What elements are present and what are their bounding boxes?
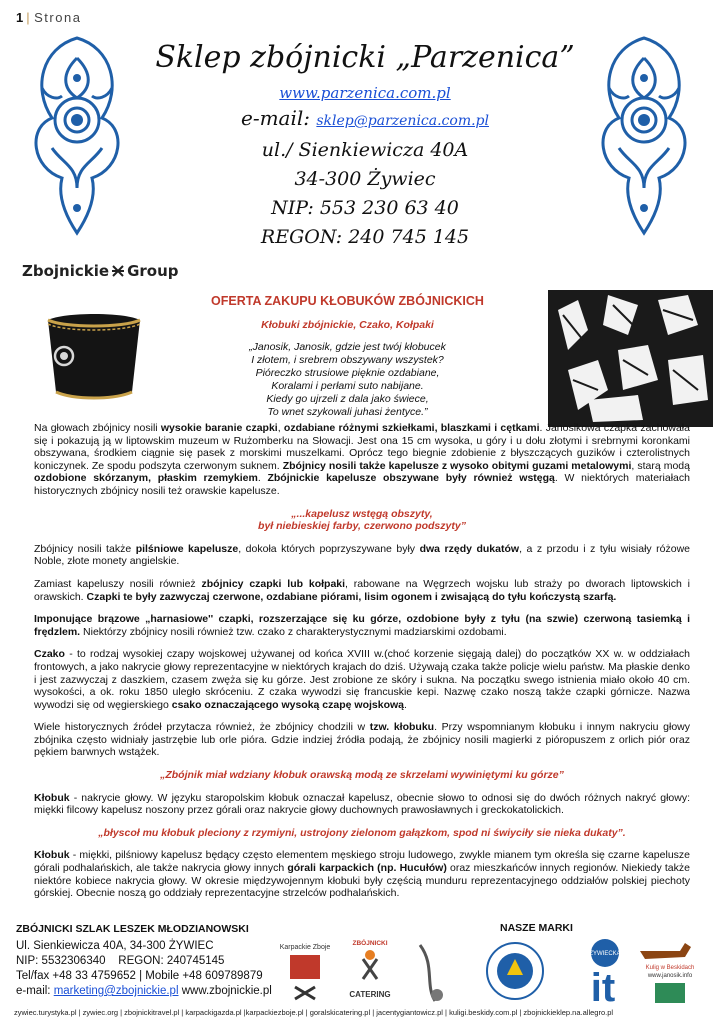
company-name: ZBÓJNICKI SZLAK LESZEK MŁODZIANOWSKI xyxy=(16,923,249,935)
svg-text:ŻYWIECKA: ŻYWIECKA xyxy=(589,951,621,957)
parzenica-ornament-right xyxy=(589,28,699,238)
company-contact: e-mail: marketing@zbojnickie.pl www.zbojnickie.pl xyxy=(16,985,272,997)
shop-title: Sklep zbójnicki „Parzenica” xyxy=(155,40,575,75)
karpackie-zboje-logo xyxy=(280,944,331,999)
poem: „Janosik, Janosik, gdzie jest twój kłobucek I złotem, i srebrem obszywany wszystek? Pióreczko strusiowe pięknie ozdabiane, Koralami i perłami suto nabijane. Kiedy go ujrzeli z dala jako świece, To wnet szykowali juhasi żentyce.” xyxy=(249,341,446,418)
svg-text:ZBÓJNICKI: ZBÓJNICKI xyxy=(352,940,388,947)
nip-number: NIP: 553 230 63 40 xyxy=(271,197,459,219)
article-body xyxy=(34,422,690,910)
zbojnickie-group-logo: Zbojnickie Group xyxy=(22,262,179,280)
shop-header xyxy=(150,40,580,252)
paragraph-6: Wiele historycznych źródeł przytacza również, że zbójnicy chodzili w tzw. kłobuku. Przy wspomnianym kłobuku i innym nakryciu głowy zbójnika często widniały jastrzębie lub orle pióra. Gdzie indziej źródła podają, że zbójnicy nosili magierki z pióropuszem z orlich piór oraz pękiem barwnych wstążek. xyxy=(34,721,690,759)
svg-text:Kulig w Beskidach: Kulig w Beskidach xyxy=(645,965,695,971)
svg-text:Karpackie Zboje: Karpackie Zboje xyxy=(279,944,331,951)
quote-2: „Zbójnik miał wdziany kłobuk orawską modą ze skrzelami wywiniętymi ku górze” xyxy=(160,769,564,782)
email-line: e-mail: sklep@parzenica.com.pl xyxy=(241,106,489,130)
paragraph-4: Imponujące brązowe „harnasiowe'' czapki, rozszerzające się ku górze, ozdobione były z tyłu (na szwie) czerwoną tasiemką i frędzlem. Niektórzy zbójnicy nosili również tzw. czako z charakterystycznymi madziarskimi ozdobami. xyxy=(34,613,690,638)
city-address: 34-300 Żywiec xyxy=(294,168,436,190)
paragraph-8: Kłobuk - miękki, pilśniowy kapelusz będący często elementem męskiego stroju ludowego, zwykle mianem tym określa się czarne kapelusze górali podhalańskich, ale także nakrycia głowy innych górali karpackich (np. Hucułów) oraz mieszkańców innych regionów. Niekiedy także niektóre kobiece nakrycia głowy. W okresie międzywojennym kłobuki były częścią munduru reprezentacyjnego oddziałów polskiej piechoty górskiej. Obecnie noszą go oddziały reprezentacyjne strzelców podhalańskich. xyxy=(34,849,690,900)
brands-title: NASZE MARKI xyxy=(500,922,573,934)
svg-text:www.janosik.info: www.janosik.info xyxy=(647,973,693,979)
paragraph-7: Kłobuk - nakrycie głowy. W języku staropolskim kłobuk oznaczał kapelusz, obecnie słowo to odnosi się do dwóch różnych nakryć głowy: miękki filcowy kapelusz noszony przez górali oraz nakrycie głowy duchownych prawosławnych i greckokatolickich. xyxy=(34,791,690,817)
parzenica-ornament-left xyxy=(22,28,132,238)
paragraph-5: Czako - to rodzaj wysokiej czapy wojskowej używanej od końca XVIII w.(choć korzenie sięgają dalej) do początków XX w. w oddziałach frontowych, a jako nakrycie głowy reprezentacyjne w niektórych krajach do dziś. Używają czaka także policje wielu państw. Ma płaskie denko i jest zazwyczaj z daszkiem, czasem zwęża się ku górze. Jest zrobione ze skóry i sukna. Na początku swego istnienia miało około 40 cm. wysokości, a ok. roku 1850 uległo skróceniu. Z czaka wywodzi się francuskie kepi. Nazwę czako noszą także czapki górnicze. Nazwa wywodzi się od węgierskiego csako oznaczającego wysoką czapę wojskową. xyxy=(34,648,690,711)
footer-www[interactable]: www.zbojnickie.pl xyxy=(178,985,272,997)
company-nip-regon: NIP: 5532306340 REGON: 240745145 xyxy=(16,955,225,967)
trembita-logo xyxy=(420,945,443,1001)
zywiecka-it-logo xyxy=(589,939,620,1010)
paragraph-3: Zamiast kapeluszy nosili również zbójnicy czapki lub kołpaki, rabowane na Węgrzech wojsku lub straży po dworach liptowskich i orawskich. Czapki te były zazwyczaj czerwone, ozdabiane piórami, lisim ogonem i zwisającą do tyłu kończystą szarfą. xyxy=(34,577,690,603)
centrum-obslugi-logo xyxy=(487,943,543,999)
offer-title: OFERTA ZAKUPU KŁOBUKÓW ZBÓJNICKICH xyxy=(211,294,484,308)
quote-1: „...kapelusz wstęgą obszyty, był niebieskiej farby, czerwono podszyty” xyxy=(258,507,466,533)
kulig-w-beskidach-logo xyxy=(640,943,694,1003)
offer-subtitle: Kłobuki zbójnickie, Czako, Kołpaki xyxy=(261,319,434,331)
svg-text:it: it xyxy=(590,966,616,1010)
street-address: ul./ Sienkiewicza 40A xyxy=(261,139,469,161)
paragraph-1: Na głowach zbójnicy nosili wysokie baranie czapki, ozdabiane różnymi szkiełkami, blaszkami i cętkami. Janosikowa czapka zachowała się i pokazują ją w liptowskim muzeum w Rużomberku na Słowacji. Jest ona 15 cm wysoka, u góry i u dołu złotymi i srebrnymi koronkami obszywana, środkiem ciągnie się pasek z morskimi muszelkami. Oprócz tego biegnie zdobienie z błyszczących guzików i czterolistnych koniczynek. Ze spodu podszyta czerwonym suknem. Zbójnicy nosili także kapelusze z wysoko obitymi guzami metalowymi, starą modą ozdobione skórzanym, płaskim rzemykiem. Zbójnickie kapelusze obszywane były również wstęgą. W niektórych materiałach historycznych zbójnicy nosili też orawskie kapelusze. xyxy=(34,422,690,497)
footer-site-links[interactable]: zywiec.turystyka.pl | zywiec.org | zbojnickitravel.pl | karpackigazda.pl |karpackiezboje.pl | goralskicatering.pl | jacentygiantowicz.pl | kuligi.beskidy.com.pl | zbojnickieklep.na.allegro.pl xyxy=(14,1008,614,1017)
footer-email-link[interactable]: marketing@zbojnickie.pl xyxy=(53,985,179,997)
klobuk-hat-image xyxy=(34,306,154,404)
zbojnicki-catering-logo xyxy=(349,938,390,999)
regon-number: REGON: 240 745 145 xyxy=(260,226,470,248)
company-phone: Tel/fax +48 33 4759652 | Mobile +48 609789879 xyxy=(16,970,263,982)
zbojnicy-woodcut-image xyxy=(548,290,713,427)
quote-3: „błyscoł mu kłobuk pleciony z rzymiyni, ustrojony zielonom gałązkom, spod ni świyciły sie nieka dukaty”. xyxy=(98,826,626,839)
logo-knot-icon xyxy=(111,264,125,278)
svg-text:CATERING: CATERING xyxy=(349,990,391,999)
website-link[interactable]: www.parzenica.com.pl xyxy=(279,84,451,102)
page-number: 1 | Strona xyxy=(16,10,82,25)
company-address: Ul. Sienkiewicza 40A, 34-300 ŻYWIEC xyxy=(16,940,214,952)
brand-logos xyxy=(279,935,715,1010)
paragraph-2: Zbójnicy nosili także pilśniowe kapelusze, dokoła których poprzyszywane były dwa rzędy dukatów, a z przodu i z tyłu wisiały różowe Noble, złote monety angielskie. xyxy=(34,542,691,568)
email-link[interactable]: sklep@parzenica.com.pl xyxy=(316,113,489,129)
